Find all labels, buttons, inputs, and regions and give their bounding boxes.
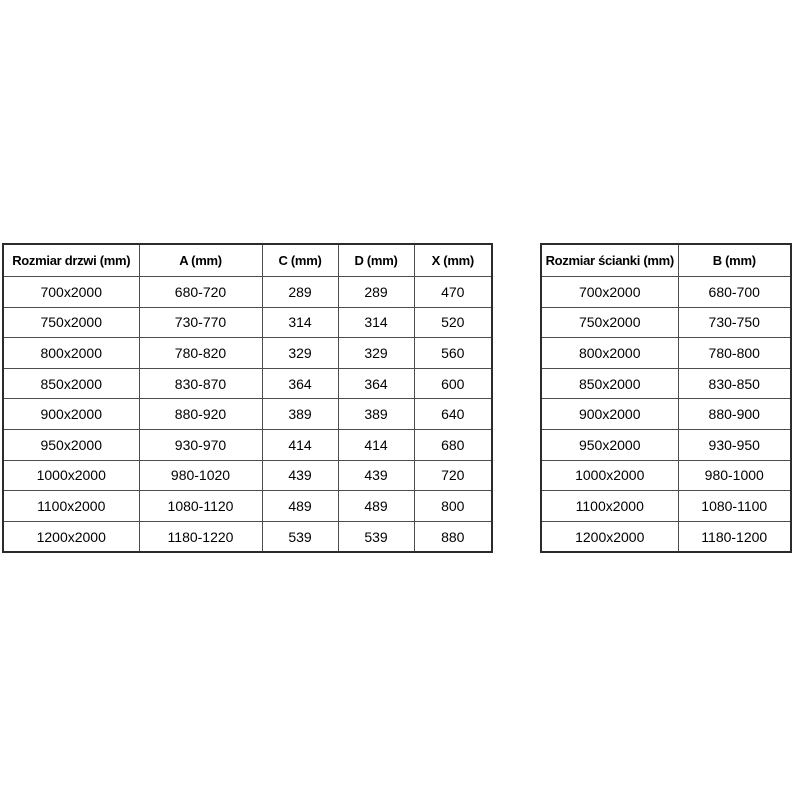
table-cell: 470 xyxy=(414,277,492,308)
table-cell: 830-850 xyxy=(678,368,791,399)
table-cell: 800 xyxy=(414,491,492,522)
table-row xyxy=(541,307,791,338)
table-cell: 780-800 xyxy=(678,338,791,369)
table-cell: 1080-1100 xyxy=(678,491,791,522)
header-cell: Rozmiar ścianki (mm) xyxy=(541,244,678,277)
table-cell: 850x2000 xyxy=(3,368,139,399)
table-row xyxy=(3,491,492,522)
table-cell: 980-1000 xyxy=(678,460,791,491)
table-cell: 1180-1200 xyxy=(678,521,791,552)
table-cell: 640 xyxy=(414,399,492,430)
table-cell: 880-900 xyxy=(678,399,791,430)
table-cell: 364 xyxy=(338,368,414,399)
table-row xyxy=(541,491,791,522)
table-row xyxy=(3,338,492,369)
header-cell: D (mm) xyxy=(338,244,414,277)
table-cell: 680-720 xyxy=(139,277,262,308)
table-row xyxy=(541,429,791,460)
table-row xyxy=(541,399,791,430)
table-row xyxy=(3,399,492,430)
table-cell: 1000x2000 xyxy=(3,460,139,491)
header-row xyxy=(3,244,492,277)
header-cell: Rozmiar drzwi (mm) xyxy=(3,244,139,277)
header-row xyxy=(541,244,791,277)
table-cell: 930-970 xyxy=(139,429,262,460)
table-cell: 1080-1120 xyxy=(139,491,262,522)
table-cell: 750x2000 xyxy=(541,307,678,338)
table-cell: 1100x2000 xyxy=(541,491,678,522)
table-cell: 800x2000 xyxy=(541,338,678,369)
table-cell: 539 xyxy=(338,521,414,552)
table-cell: 680-700 xyxy=(678,277,791,308)
table-cell: 389 xyxy=(262,399,338,430)
table-cell: 314 xyxy=(262,307,338,338)
table-cell: 1200x2000 xyxy=(3,521,139,552)
table-cell: 680 xyxy=(414,429,492,460)
door-dimensions-table xyxy=(2,243,493,553)
header-cell: C (mm) xyxy=(262,244,338,277)
table-cell: 414 xyxy=(262,429,338,460)
table-cell: 950x2000 xyxy=(3,429,139,460)
table-cell: 700x2000 xyxy=(3,277,139,308)
table-cell: 800x2000 xyxy=(3,338,139,369)
table-cell: 780-820 xyxy=(139,338,262,369)
header-cell: X (mm) xyxy=(414,244,492,277)
table-cell: 600 xyxy=(414,368,492,399)
table-cell: 850x2000 xyxy=(541,368,678,399)
table-cell: 980-1020 xyxy=(139,460,262,491)
table-cell: 930-950 xyxy=(678,429,791,460)
table-row xyxy=(541,521,791,552)
table-cell: 1200x2000 xyxy=(541,521,678,552)
table-row xyxy=(3,460,492,491)
table-cell: 880-920 xyxy=(139,399,262,430)
table-row xyxy=(3,429,492,460)
table-cell: 900x2000 xyxy=(541,399,678,430)
header-cell: A (mm) xyxy=(139,244,262,277)
table-cell: 730-750 xyxy=(678,307,791,338)
table-cell: 314 xyxy=(338,307,414,338)
table-cell: 720 xyxy=(414,460,492,491)
table-row xyxy=(541,460,791,491)
table-row xyxy=(541,277,791,308)
table-cell: 539 xyxy=(262,521,338,552)
table-cell: 730-770 xyxy=(139,307,262,338)
table-cell: 750x2000 xyxy=(3,307,139,338)
table-cell: 439 xyxy=(262,460,338,491)
table-cell: 489 xyxy=(338,491,414,522)
table-cell: 489 xyxy=(262,491,338,522)
table-cell: 329 xyxy=(262,338,338,369)
table-cell: 520 xyxy=(414,307,492,338)
header-cell: B (mm) xyxy=(678,244,791,277)
table-cell: 560 xyxy=(414,338,492,369)
table-row xyxy=(3,368,492,399)
table-cell: 830-870 xyxy=(139,368,262,399)
table-cell: 439 xyxy=(338,460,414,491)
table-cell: 329 xyxy=(338,338,414,369)
table-row xyxy=(3,277,492,308)
table-row xyxy=(541,368,791,399)
table-cell: 700x2000 xyxy=(541,277,678,308)
table-cell: 900x2000 xyxy=(3,399,139,430)
table-cell: 289 xyxy=(338,277,414,308)
wall-dimensions-table xyxy=(540,243,792,553)
table-row xyxy=(541,338,791,369)
table-cell: 289 xyxy=(262,277,338,308)
table-cell: 880 xyxy=(414,521,492,552)
table-cell: 414 xyxy=(338,429,414,460)
table-cell: 389 xyxy=(338,399,414,430)
table-row xyxy=(3,521,492,552)
table-cell: 1180-1220 xyxy=(139,521,262,552)
table-cell: 950x2000 xyxy=(541,429,678,460)
table-row xyxy=(3,307,492,338)
table-cell: 364 xyxy=(262,368,338,399)
table-cell: 1100x2000 xyxy=(3,491,139,522)
table-cell: 1000x2000 xyxy=(541,460,678,491)
